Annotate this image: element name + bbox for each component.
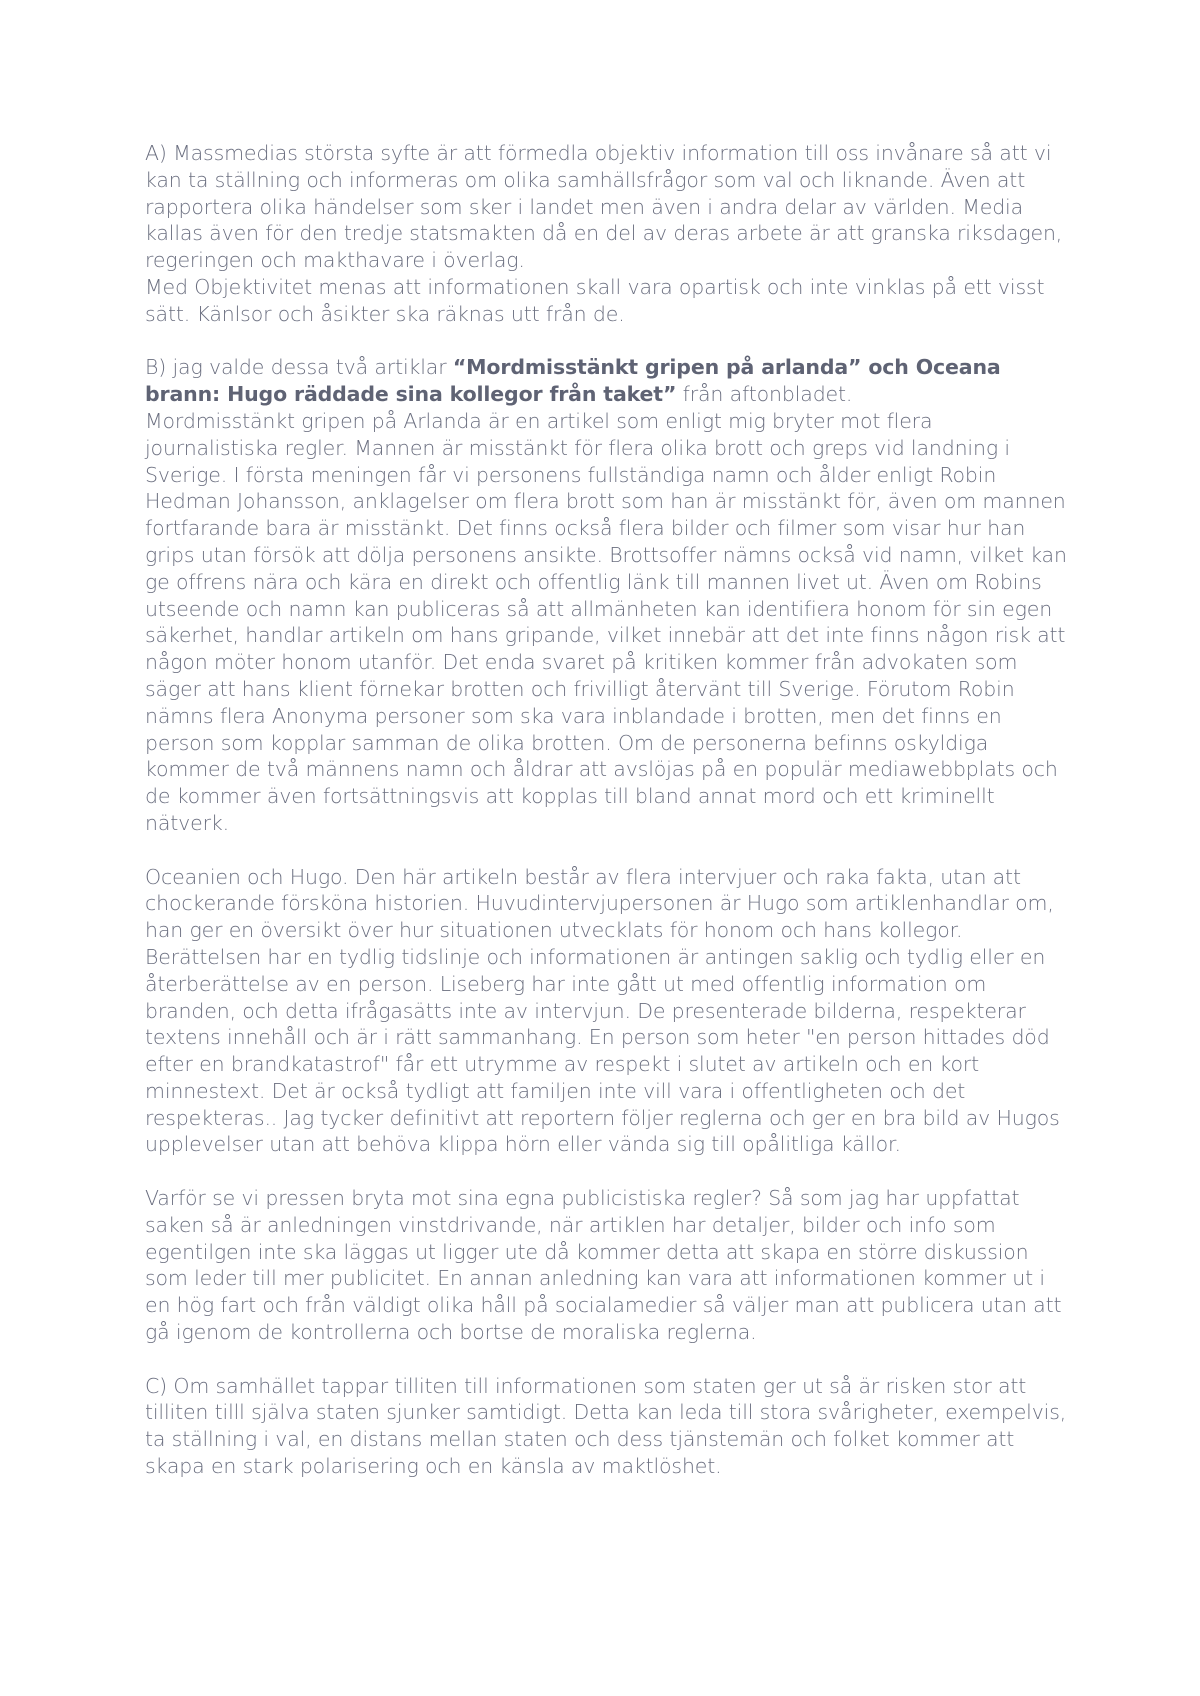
section-c-paragraph-1: C) Om samhället tappar tilliten till informationen som staten ger ut så är risken stor att tilliten tilll själva staten sjunker samtidigt. Detta kan leda till stora svårigheter, exempelvis, ta ställning i val, en distans mellan staten och dess tjänstemän och folket kommer att skapa en stark polarisering och en känsla av maktlöshet. xyxy=(145,1373,1067,1479)
section-a-paragraph-2: Med Objektivitet menas att informationen skall vara opartisk och inte vinklas på ett visst sätt. Känlsor och åsikter ska räknas utt från de. xyxy=(145,274,1045,326)
section-a-paragraph-1: A) Massmedias största syfte är att förmedla objektiv information till oss invånare så att vi kan ta ställning och informeras om olika samhällsfrågor som val och liknande. Även att rapportera olika händelser som sker i landet men även i andra delar av världen. Media kallas även för den tredje statsmakten då en del av deras arbete är att granska riksdagen, regeringen och makthavare i överlag. xyxy=(145,141,1063,273)
section-b-intro xyxy=(145,354,1070,408)
section-b-intro-source: från aftonbladet. xyxy=(676,382,853,407)
section-b-paragraph-4: Varför se vi pressen bryta mot sina egna publicistiska regler? Så som jag har uppfattat saken så är anledningen vinstdrivande, när artiklen har detaljer, bilder och info som egentilgen inte ska läggas ut ligger ute då kommer detta att skapa en större diskussion som leder till mer publicitet. En annan anledning kan vara att informationen kommer ut i en hög fart och från väldigt olika håll på socialamedier så väljer man att publicera utan att gå igenom de kontrollerna och bortse de moraliska reglerna. xyxy=(145,1186,1062,1345)
section-b-paragraph-1: Mordmisstänkt gripen på Arlanda är en artikel som enligt mig bryter mot flera journalistiska regler. Mannen är misstänkt för flera olika brott och greps vid landning i Sverige. I första meningen får vi personens fullständiga namn och ålder enligt Robin Hedman Johansson, anklagelser om flera brott som han är misstänkt för, även om mannen fortfarande bara är misstänkt. Det finns också flera bilder och filmer som visar hur han grips utan försök att dölja personens ansikte. Brottsoffer nämns också vid namn, vilket kan ge offrens nära och kära en direkt och offentlig länk till mannen livet ut. Även om Robins utseende och namn kan publiceras så att allmänheten kan identifiera honom för sin egen säkerhet, handlar artikeln om hans gripande, vilket innebär att det inte finns någon risk att någon möter honom utanför. Det enda svaret på kritiken kommer från advokaten som säger att hans klient förnekar brotten och frivilligt återvänt till Sverige. Förutom Robin nämns flera Anonyma personer som ska vara inblandade i brotten, men det finns en person som kopplar samman de olika brotten. Om de personerna befinns oskyldiga kommer de två männens namn och åldrar att avslöjas på en populär mediawebbplats och de kommer även fortsättningsvis att kopplas till bland annat mord och ett kriminellt nätverk. xyxy=(145,408,1067,835)
section-b-paragraph-2: Oceanien och Hugo. Den här artikeln består av flera intervjuer och raka fakta, utan att chockerande försköna historien. Huvudintervjupersonen är Hugo som artiklenhandlar om, han ger en översikt över hur situationen utvecklats för honom och hans kollegor. xyxy=(145,864,1054,943)
paragraph-gap xyxy=(145,1346,1070,1373)
document-body xyxy=(145,140,1070,1480)
paragraph-gap xyxy=(145,1158,1070,1185)
paragraph-gap xyxy=(145,837,1070,864)
article-titles: “Mordmisstänkt gripen på arlanda” och Oceana brann: Hugo räddade sina kollegor från taket” xyxy=(145,355,1001,407)
paragraph-gap xyxy=(145,328,1070,355)
section-b-intro-lead: B) jag valde dessa två artiklar xyxy=(145,355,453,380)
section-b-paragraph-3: Berättelsen har en tydlig tidslinje och informationen är antingen saklig och tydlig eller en återberättelse av en person. Liseberg har inte gått ut med offentlig information om branden, och detta ifrågasätts inte av intervjun. De presenterade bilderna, respekterar textens innehåll och är i rätt sammanhang. En person som heter "en person hittades död efter en brandkatastrof" får ett utrymme av respekt i slutet av artikeln och en kort minnestext. Det är också tydligt att familjen inte vill vara i offentligheten och det respekteras.. Jag tycker definitivt att reportern följer reglerna och ger en bra bild av Hugos upplevelser utan att behöva klippa hörn eller vända sig till opålitliga källor. xyxy=(145,944,1060,1157)
